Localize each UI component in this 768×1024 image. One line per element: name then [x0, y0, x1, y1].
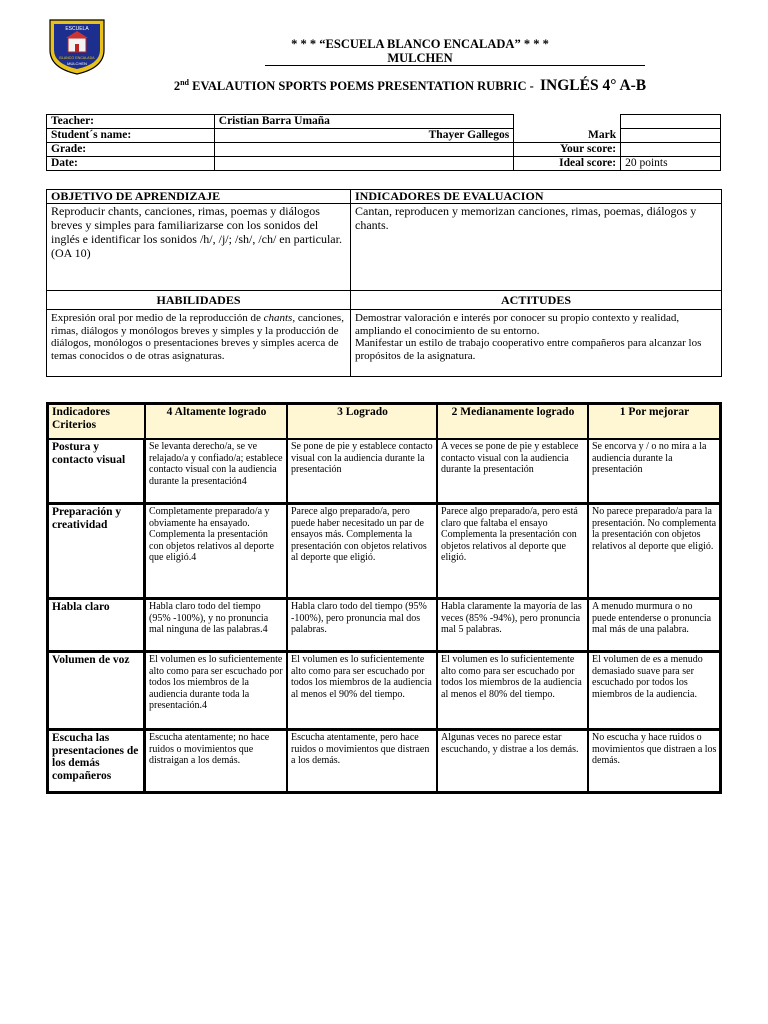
rubric-row [48, 652, 720, 730]
title-course: INGLÉS 4° A-B [540, 77, 647, 94]
header-rule [265, 65, 645, 66]
skills-text: Expresión oral por medio de la reproducción de chants, canciones, rimas, diálogos y monólogos breves y simples y la producción de diálogos, monólogos o presentaciones breves y simples acerca de temas conocidos o de otras asignaturas. [47, 310, 351, 377]
rubric-cell: Se levanta derecho/a, se ve relajado/a y confiado/a; establece contacto visual con la audiencia durante la presentación4 [145, 439, 287, 504]
rubric-criterion: Habla claro [48, 599, 145, 652]
student-label: Student´s name: [47, 129, 215, 143]
attitudes-header: ACTITUDES [351, 291, 722, 310]
rubric-header-criteria: Indicadores Criterios [48, 404, 145, 439]
student-value: Thayer Gallegos [214, 129, 513, 143]
mark-value[interactable] [621, 129, 721, 143]
rubric-cell: Habla claro todo del tiempo (95% -100%), pero pronuncia mal dos palabras. [287, 599, 437, 652]
school-logo [46, 16, 108, 76]
rubric-cell: Escucha atentamente, pero hace ruidos o movimientos que distraen a los demás. [287, 730, 437, 792]
indicators-text: Cantan, reproducen y memorizan canciones, rimas, poemas, diálogos y chants. [351, 204, 722, 291]
objectives-table [46, 189, 722, 377]
date-value[interactable] [214, 157, 513, 171]
student-info-table [46, 114, 721, 171]
title-ordinal-suffix: nd [180, 77, 189, 87]
rubric-criterion: Escucha las presentaciones de los demás compañeros [48, 730, 145, 792]
rubric-cell: A veces se pone de pie y establece contacto visual con la audiencia durante la presentación [437, 439, 588, 504]
rubric-cell: Completamente preparado/a y obviamente ha ensayado. Complementa la presentación con objetos relativos al deporte que eligió.4 [145, 504, 287, 599]
rubric-cell: No parece preparado/a para la presentación. No complementa la presentación con objetos relativos al deporte que eligió. [588, 504, 720, 599]
rubric-table [46, 402, 722, 794]
rubric-criterion: Volumen de voz [48, 652, 145, 730]
rubric-cell: Se encorva y / o no mira a la audiencia durante la presentación [588, 439, 720, 504]
logo-middle-text: BLANCO ENCALADA [59, 56, 95, 60]
rubric-header-level-2: 2 Medianamente logrado [437, 404, 588, 439]
school-name: * * * “ESCUELA BLANCO ENCALADA” * * * [291, 37, 549, 51]
mark-label: Mark [514, 129, 621, 143]
oa-text: Reproducir chants, canciones, rimas, poemas y diálogos breves y simples para familiarizarse con los sonidos del inglés e identificar los sonidos /h/, /j/; /sh/, /ch/ en particular. (OA 10) [47, 204, 351, 291]
rubric-row [48, 439, 720, 504]
title-ordinal: 2 [173, 79, 181, 93]
indicators-header: INDICADORES DE EVALUACION [351, 190, 722, 204]
grade-label: Grade: [47, 143, 215, 157]
rubric-cell: Se pone de pie y establece contacto visual con la audiencia durante la presentación [287, 439, 437, 504]
rubric-cell: Parece algo preparado/a, pero puede haber necesitado un par de ensayos más. Complementa la presentación con objetos relativos al deporte que eligió. [287, 504, 437, 599]
title-main: EVALAUTION SPORTS POEMS PRESENTATION RUBRIC - [189, 79, 541, 93]
skills-header: HABILIDADES [47, 291, 351, 310]
document-title [110, 77, 710, 95]
rubric-header-level-4: 4 Altamente logrado [145, 404, 287, 439]
date-label: Date: [47, 157, 215, 171]
rubric-cell: El volumen de es a menudo demasiado suave para ser escuchado por todos los miembros de la audiencia. [588, 652, 720, 730]
rubric-cell: No escucha y hace ruidos o movimientos que distraen a los demás. [588, 730, 720, 792]
rubric-cell: El volumen es lo suficientemente alto como para ser escuchado por todos los miembros de la audiencia durante toda la presentación.4 [145, 652, 287, 730]
rubric-cell: A menudo murmura o no puede entenderse o pronuncia mal más de una palabra. [588, 599, 720, 652]
rubric-criterion: Postura y contacto visual [48, 439, 145, 504]
grade-value[interactable] [214, 143, 513, 157]
rubric-row [48, 730, 720, 792]
ideal-score-label: Ideal score: [514, 157, 621, 171]
your-score-label: Your score: [514, 143, 621, 157]
logo-top-text: ESCUELA [65, 26, 89, 32]
rubric-row [48, 599, 720, 652]
attitudes-text: Demostrar valoración e interés por conocer su propio contexto y realidad, ampliando el conocimiento de su entorno. Manifestar un estilo de trabajo cooperativo entre compañeros para alcanzar los propósitos de la asignatura. [351, 310, 722, 377]
rubric-cell: Habla claramente la mayoría de las veces (85% -94%), pero pronuncia mal 5 palabras. [437, 599, 588, 652]
your-score-value[interactable] [621, 143, 721, 157]
oa-header: OBJETIVO DE APRENDIZAJE [47, 190, 351, 204]
ideal-score-value: 20 points [621, 157, 721, 171]
rubric-cell: El volumen es lo suficientemente alto como para ser escuchado por todos los miembros de la audiencia al menos el 90% del tiempo. [287, 652, 437, 730]
school-header [170, 37, 670, 65]
rubric-cell: Escucha atentamente; no hace ruidos o movimientos que distraigan a los demás. [145, 730, 287, 792]
rubric-criterion: Preparación y creatividad [48, 504, 145, 599]
rubric-cell: Habla claro todo del tiempo (95% -100%), y no pronuncia mal ninguna de las palabras.4 [145, 599, 287, 652]
school-city: MULCHEN [387, 51, 453, 65]
rubric-header-level-1: 1 Por mejorar [588, 404, 720, 439]
rubric-cell: Parece algo preparado/a, pero está claro que faltaba el ensayo Complementa la presentación con objetos relativos al deporte que eligió. [437, 504, 588, 599]
teacher-label: Teacher: [47, 115, 215, 129]
rubric-cell: Algunas veces no parece estar escuchando, y distrae a los demás. [437, 730, 588, 792]
rubric-row [48, 504, 720, 599]
rubric-header-level-3: 3 Logrado [287, 404, 437, 439]
teacher-value: Cristian Barra Umaña [214, 115, 513, 129]
rubric-cell: El volumen es lo suficientemente alto como para ser escuchado por todos los miembros de la audiencia al menos el 80% del tiempo. [437, 652, 588, 730]
logo-bottom-text: MULCHEN [67, 61, 87, 66]
